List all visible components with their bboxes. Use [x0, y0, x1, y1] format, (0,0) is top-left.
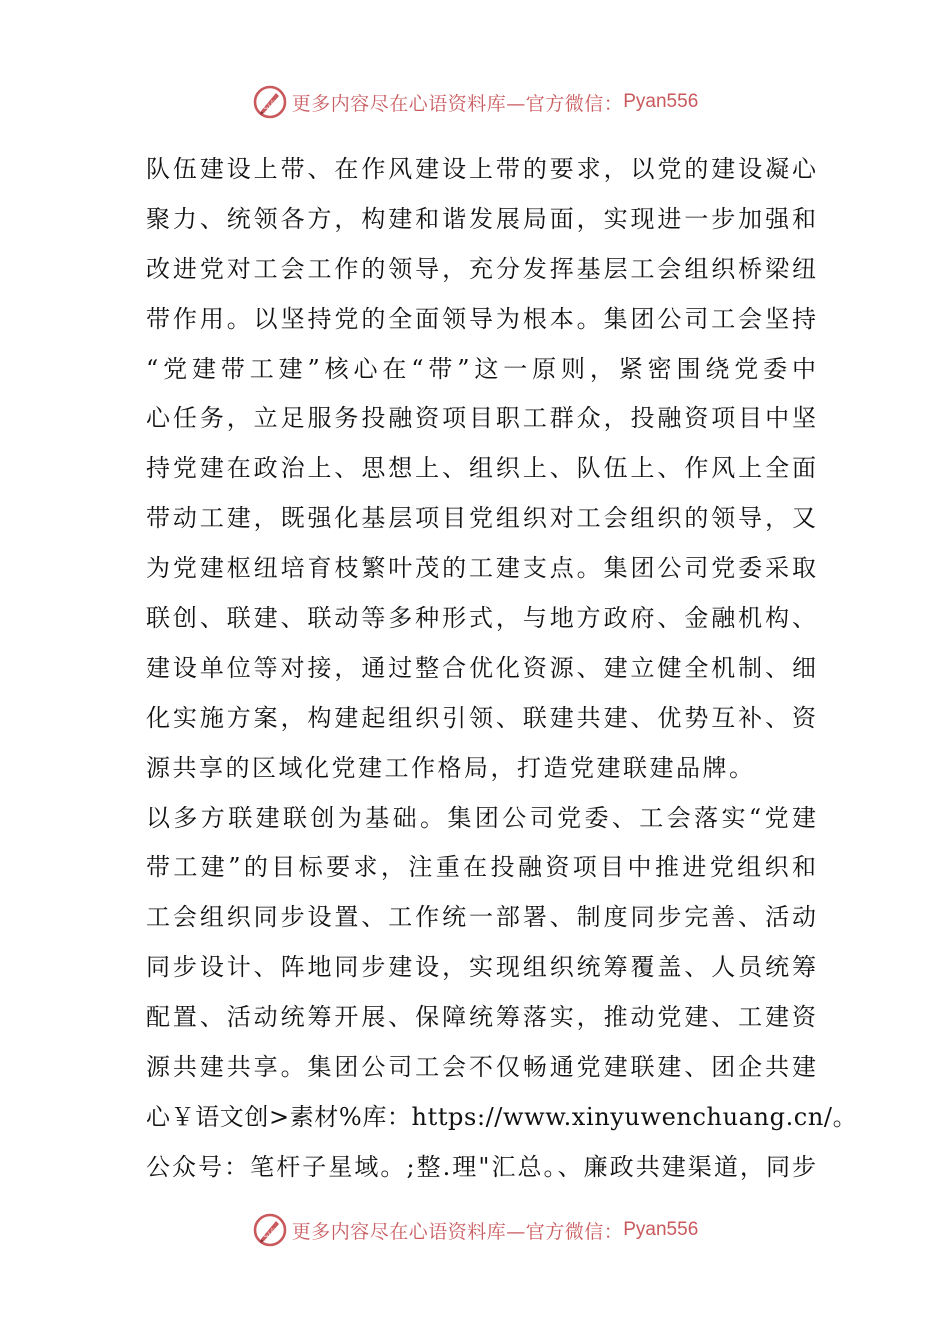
- body-line: 公众号：笔杆子星域。;整.理"汇总。、廉政共建渠道，同步: [146, 1152, 816, 1181]
- body-line: 同步设计、阵地同步建设，实现组织统筹覆盖、人员统筹: [146, 953, 816, 982]
- body-line: 带动工建，既强化基层项目党组织对工会组织的领导，又: [146, 504, 816, 533]
- body-line: 带工建”的目标要求，注重在投融资项目中推进党组织和: [146, 853, 816, 882]
- body-line: 为党建枢纽培育枝繁叶茂的工建支点。集团公司党委采取: [146, 554, 816, 583]
- body-line: 配置、活动统筹开展、保障统筹落实，推动党建、工建资: [146, 1003, 816, 1032]
- body-line: 改进党对工会工作的领导，充分发挥基层工会组织桥梁纽: [146, 254, 816, 283]
- body-line: 源共享的区域化党建工作格局，打造党建联建品牌。: [146, 753, 756, 782]
- body-line: “党建带工建”核心在“带”这一原则，紧密围绕党委中: [146, 354, 816, 383]
- document-body: [146, 145, 858, 1193]
- body-line: 联创、联建、联动等多种形式，与地方政府、金融机构、: [146, 604, 816, 633]
- svg-text:心语: 心语: [260, 101, 279, 111]
- body-line: 以多方联建联创为基础。集团公司党委、工会落实“党建: [146, 803, 816, 832]
- quill-pen-logo-icon: [252, 84, 288, 120]
- body-line: 持党建在政治上、思想上、组织上、队伍上、作风上全面: [146, 454, 816, 483]
- footer-banner-text: 更多内容尽在心语资料库—官方微信：: [291, 1220, 624, 1243]
- body-line: 建设单位等对接，通过整合优化资源、建立健全机制、细: [146, 653, 816, 682]
- quill-pen-logo-icon: [252, 1212, 288, 1248]
- header-wechat-id: Pyan556: [623, 91, 699, 112]
- header-banner-text: 更多内容尽在心语资料库—官方微信：: [291, 92, 624, 115]
- footer-wechat-id: Pyan556: [623, 1219, 699, 1240]
- body-line: 心任务，立足服务投融资项目职工群众，投融资项目中坚: [146, 404, 816, 433]
- body-line: 聚力、统领各方，构建和谐发展局面，实现进一步加强和: [146, 204, 816, 233]
- svg-text:心语: 心语: [260, 1229, 279, 1239]
- footer-banner: [0, 1208, 950, 1252]
- body-line: 工会组织同步设置、工作统一部署、制度同步完善、活动: [146, 903, 816, 932]
- header-banner: [0, 80, 950, 124]
- body-line: 源共建共享。集团公司工会不仅畅通党建联建、团企共建: [146, 1053, 816, 1082]
- body-line: 化实施方案，构建起组织引领、联建共建、优势互补、资: [146, 703, 816, 732]
- body-line-url: 心￥语文创>素材%库：https://www.xinyuwenchuang.cn/。: [146, 1102, 858, 1131]
- body-line: 队伍建设上带、在作风建设上带的要求，以党的建设凝心: [146, 155, 816, 183]
- body-line: 带作用。以坚持党的全面领导为根本。集团公司工会坚持: [146, 304, 816, 333]
